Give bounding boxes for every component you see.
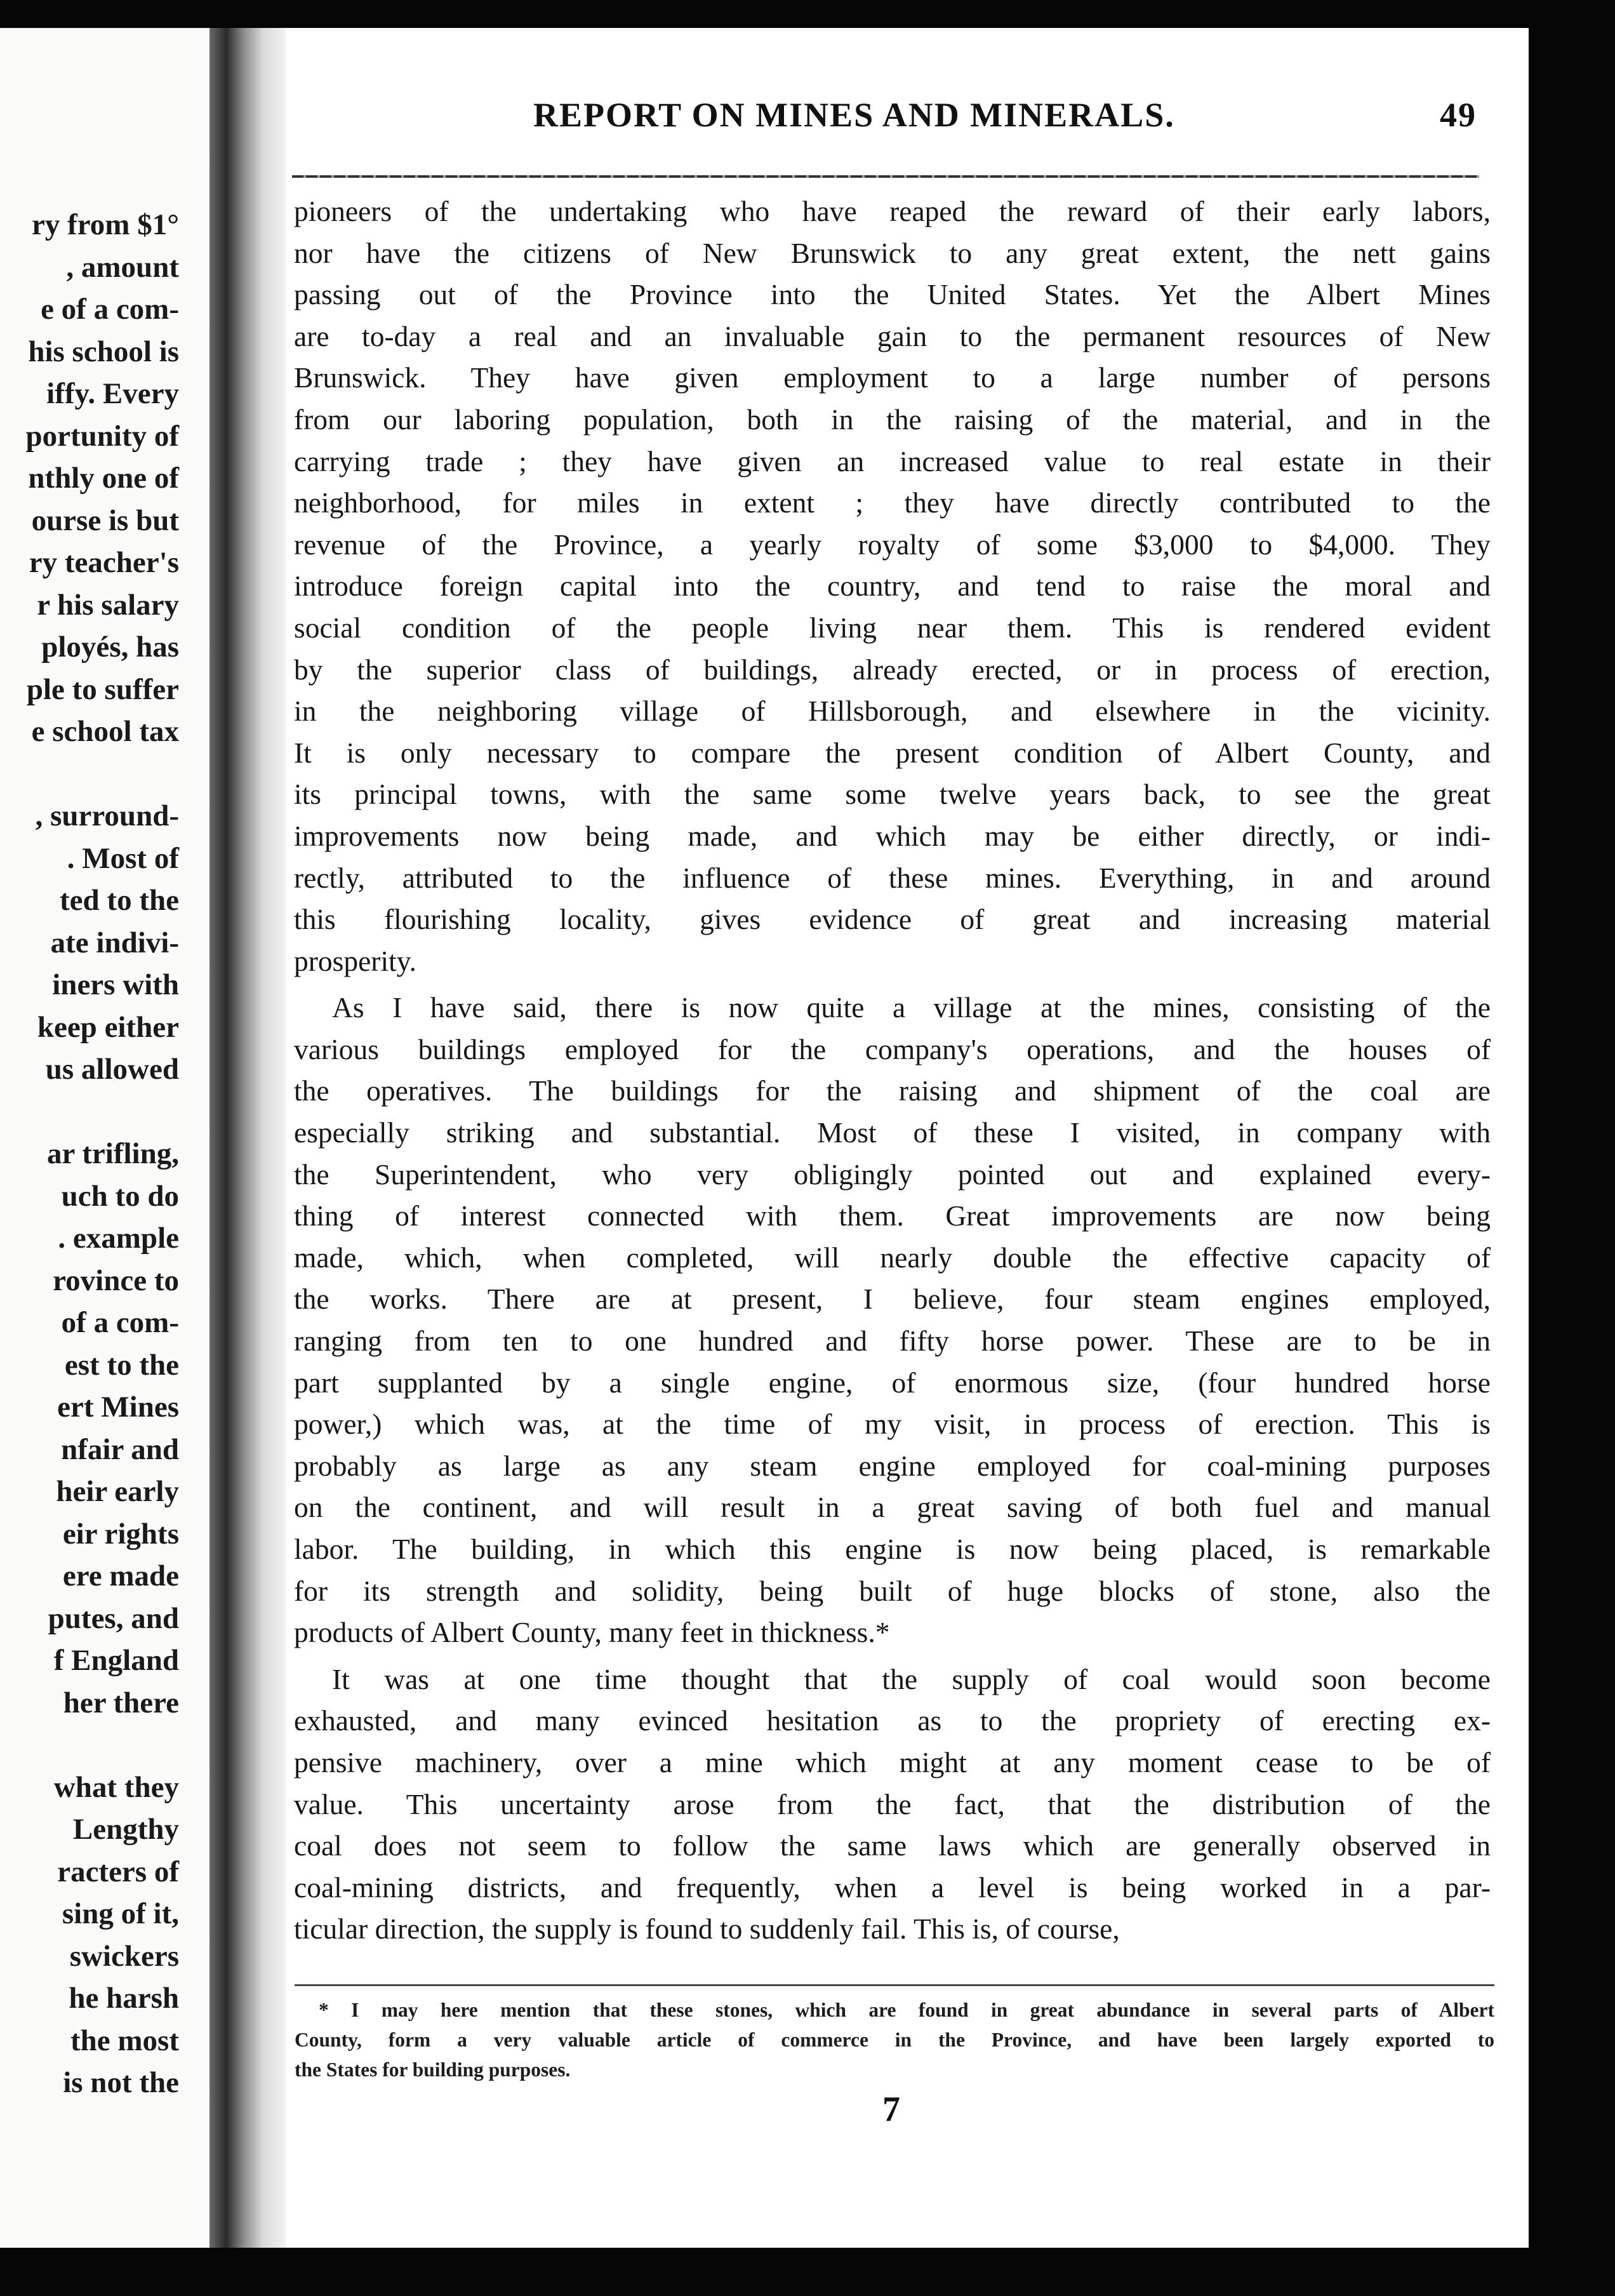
text-line: the works. There are at present, I believe, four steam engines employed, (294, 1283, 1491, 1316)
text-line: labor. The building, in which this engine is now being placed, is remarkable (294, 1533, 1491, 1565)
text-line: passing out of the Province into the United States. Yet the Albert Mines (294, 278, 1491, 311)
text-line: various buildings employed for the company's operations, and the houses of (294, 1032, 1491, 1065)
facing-page-fragment (0, 28, 209, 2248)
running-header (533, 95, 1485, 146)
facing-page-line: ry teacher's (29, 546, 179, 579)
facing-page-line: his school is (28, 335, 179, 368)
facing-page-line: swickers (69, 1939, 179, 1973)
facing-page-line: portunity of (25, 419, 179, 453)
facing-page-line: . example (58, 1222, 179, 1255)
signature-mark: 7 (882, 2090, 900, 2129)
text-line: for its strength and solidity, being built of huge blocks of stone, also the (294, 1574, 1491, 1607)
text-line: in the neighboring village of Hillsborough, and elsewhere in the vicinity. (294, 695, 1491, 728)
text-line: ranging from ten to one hundred and fifty horse power. These are to be in (294, 1325, 1491, 1358)
text-line: prosperity. (294, 944, 416, 977)
text-line: this flourishing locality, gives evidence of great and increasing material (294, 903, 1491, 936)
facing-page-line: ted to the (60, 884, 179, 917)
facing-page-line (0, 1091, 179, 1133)
facing-page-line: putes, and (48, 1601, 179, 1635)
facing-page-line: is not the (63, 2066, 179, 2099)
scan-border-right (1529, 0, 1615, 2296)
facing-page-line: her there (63, 1686, 179, 1719)
facing-page-line: us allowed (45, 1053, 179, 1086)
text-line: are to-day a real and an invaluable gain to the permanent resources of New (294, 319, 1491, 352)
running-header-title: REPORT ON MINES AND MINERALS. (533, 96, 1175, 134)
text-line: made, which, when completed, will nearly double the effective capacity of (294, 1241, 1491, 1274)
text-line: the operatives. The buildings for the raising and shipment of the coal are (294, 1074, 1491, 1107)
text-line: its principal towns, with the same some twelve years back, to see the great (294, 778, 1491, 811)
text-line: As I have said, there is now quite a village at the mines, consisting of the (332, 991, 1491, 1024)
text-line: power,) which was, at the time of my visit, in process of erection. This is (294, 1408, 1491, 1441)
facing-page-line: e of a com- (41, 293, 179, 326)
text-line: value. This uncertainty arose from the fact, that the distribution of the (294, 1787, 1491, 1820)
facing-page-line (0, 753, 179, 796)
facing-page-line: eir rights (62, 1517, 179, 1551)
scan-border-bottom (0, 2248, 1615, 2296)
paragraph (294, 1659, 1491, 1950)
facing-page-line: ourse is but (31, 504, 179, 537)
facing-page-line (0, 1724, 179, 1766)
text-line: coal does not seem to follow the same laws which are generally observed in (294, 1829, 1491, 1862)
paragraph (294, 190, 1491, 982)
text-line: especially striking and substantial. Most of these I visited, in company with (294, 1116, 1491, 1149)
facing-page-line: Lengthy (72, 1813, 179, 1846)
facing-page-line: iffy. Every (46, 377, 179, 410)
facing-page-line: ple to suffer (26, 672, 179, 706)
text-line: rectly, attributed to the influence of these mines. Everything, in and around (294, 861, 1491, 894)
paragraph (294, 987, 1491, 1653)
facing-page-line: ere made (62, 1559, 179, 1592)
facing-page-line: ert Mines (57, 1391, 179, 1424)
facing-page-line: f England (53, 1644, 179, 1677)
text-line: exhausted, and many evinced hesitation as to the propriety of erecting ex- (294, 1704, 1491, 1737)
text-line: ticular direction, the supply is found to suddenly fail. This is, of course, (294, 1912, 1120, 1946)
facing-page-line: , amount (66, 250, 179, 284)
scan-border-top (0, 0, 1615, 28)
footnote-line: * I may here mention that these stones, which are found in great abundance in several parts of Albert (319, 1999, 1494, 2021)
text-line: nor have the citizens of New Brunswick to any great extent, the nett gains (294, 236, 1491, 269)
facing-page-line: racters of (57, 1855, 179, 1888)
text-line: social condition of the people living near them. This is rendered evident (294, 611, 1491, 644)
text-line: It was at one time thought that the supply of coal would soon become (332, 1662, 1491, 1695)
body-text (294, 190, 1491, 1950)
text-line: by the superior class of buildings, already erected, or in process of erection, (294, 653, 1491, 686)
facing-page-line: of a com- (61, 1306, 179, 1339)
text-line: from our laboring population, both in the raising of the material, and in the (294, 403, 1491, 436)
text-line: neighborhood, for miles in extent ; they have directly contributed to the (294, 486, 1491, 519)
header-rule (292, 175, 1479, 178)
facing-page-line: he harsh (69, 1982, 179, 2015)
text-line: pioneers of the undertaking who have reaped the reward of their early labors, (294, 195, 1491, 227)
facing-page-line: uch to do (61, 1179, 179, 1213)
page-number: 49 (1440, 96, 1477, 134)
text-line: part supplanted by a single engine, of enormous size, (four hundred horse (294, 1366, 1491, 1399)
paragraph-gap (294, 982, 1491, 987)
facing-page-line: ployés, has (41, 631, 179, 664)
facing-page-text (0, 204, 179, 2104)
text-line: products of Albert County, many feet in thickness.* (294, 1616, 890, 1649)
facing-page-line: sing of it, (62, 1897, 179, 1930)
facing-page-line: what they (53, 1770, 179, 1804)
text-line: pensive machinery, over a mine which might at any moment cease to be of (294, 1745, 1491, 1779)
book-gutter-shadow (209, 28, 286, 2248)
facing-page-line: , surround- (35, 799, 179, 832)
facing-page-line: e school tax (31, 715, 179, 748)
footnote (295, 1995, 1494, 2085)
text-line: probably as large as any steam engine employed for coal-mining purposes (294, 1449, 1491, 1482)
text-line: carrying trade ; they have given an increased value to real estate in their (294, 444, 1491, 477)
text-line: coal-mining districts, and frequently, when a level is being worked in a par- (294, 1871, 1491, 1904)
text-line: on the continent, and will result in a great saving of both fuel and manual (294, 1491, 1491, 1524)
footnote-line: the States for building purposes. (295, 2059, 571, 2081)
facing-page-line: the most (70, 2024, 179, 2057)
facing-page-line: ry from $1° (32, 208, 179, 241)
facing-page-line: r his salary (37, 588, 179, 622)
facing-page-line: keep either (37, 1010, 179, 1044)
facing-page-line: nfair and (61, 1432, 179, 1466)
facing-page-line: heir early (56, 1475, 179, 1508)
facing-page-line: iners with (52, 968, 179, 1001)
footnote-line: County, form a very valuable article of commerce in the Province, and have been largely exported to (295, 2029, 1494, 2051)
text-line: thing of interest connected with them. Great improvements are now being (294, 1199, 1491, 1232)
facing-page-line: est to the (64, 1348, 179, 1382)
paragraph-gap (294, 1653, 1491, 1659)
facing-page-line: ate indivi- (50, 926, 179, 959)
facing-page-line: . Most of (67, 841, 179, 875)
text-line: improvements now being made, and which may be either directly, or indi- (294, 819, 1491, 852)
facing-page-line: rovince to (53, 1264, 179, 1297)
footnote-rule (295, 1984, 1494, 1986)
facing-page-line: nthly one of (28, 462, 179, 495)
text-line: the Superintendent, who very obligingly pointed out and explained every- (294, 1158, 1491, 1191)
facing-page-line: ar trifling, (47, 1137, 179, 1170)
text-line: revenue of the Province, a yearly royalty of some $3,000 to $4,000. They (294, 528, 1491, 561)
text-line: It is only necessary to compare the present condition of Albert County, and (294, 736, 1491, 769)
text-line: introduce foreign capital into the country, and tend to raise the moral and (294, 570, 1491, 603)
text-line: Brunswick. They have given employment to a large number of persons (294, 361, 1491, 394)
